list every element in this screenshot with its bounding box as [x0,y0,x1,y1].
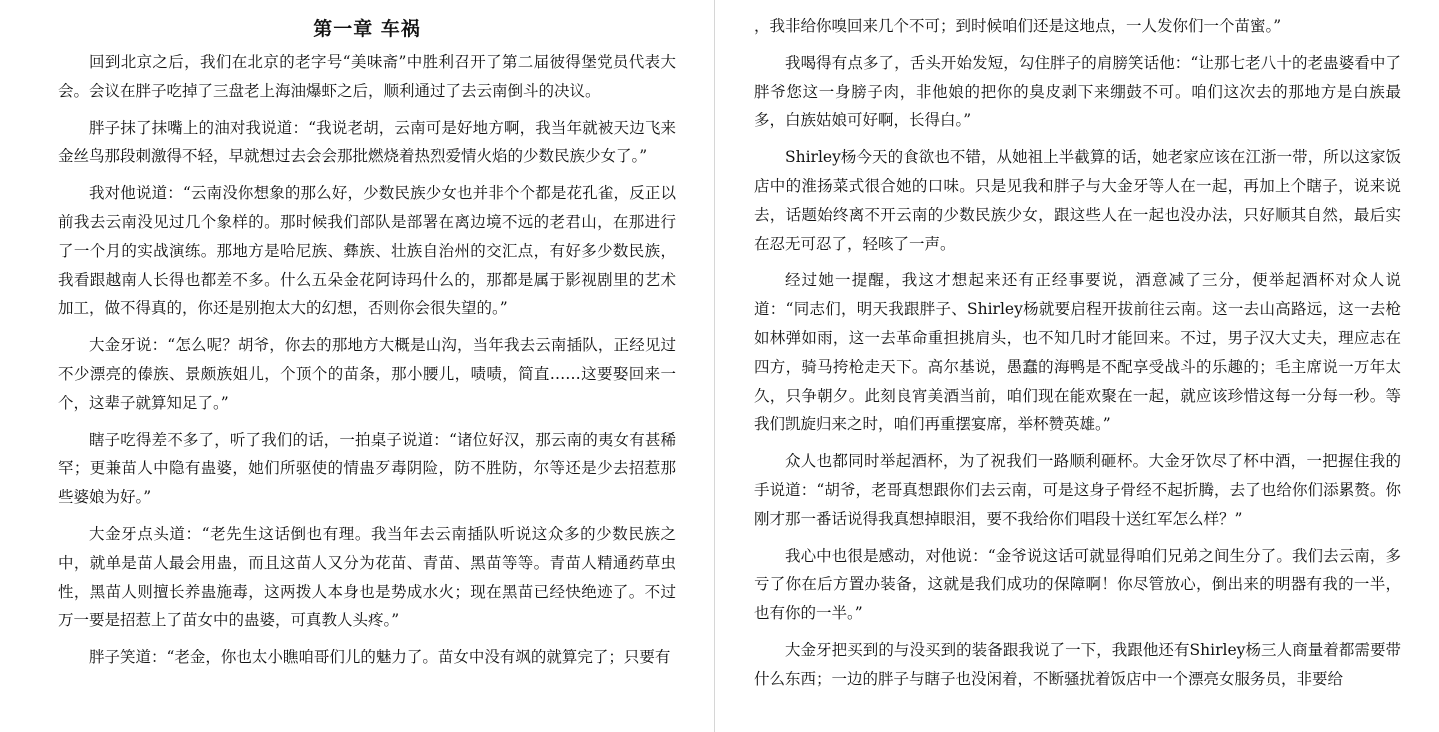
paragraph: 我喝得有点多了，舌头开始发短，勾住胖子的肩膀笑话他：“让那七老八十的老蛊婆看中了胖爷您这一身膀子肉，非他娘的把你的臭皮剥下来绷鼓不可。咱们这次去的那地方是白族最多，白族姑娘可好啊，长得白。” [754,53,1401,130]
page-divider [714,0,715,732]
paragraph: 瞎子吃得差不多了，听了我们的话，一拍桌子说道：“诸位好汉，那云南的夷女有甚稀罕；更兼苗人中隐有蛊婆，她们所驱使的情蛊歹毒阴险，防不胜防，尔等还是少去招惹那些婆娘为好。” [58,430,676,507]
left-page [0,0,714,732]
paragraph: 胖子抹了抹嘴上的油对我说道：“我说老胡，云南可是好地方啊，我当年就被天边飞来金丝鸟那段刺激得不轻，早就想过去会会那批燃烧着热烈爱情火焰的少数民族少女了。” [58,118,676,166]
paragraph: 我心中也很是感动，对他说：“金爷说这话可就显得咱们兄弟之间生分了。我们去云南，多亏了你在后方置办装备，这就是我们成功的保障啊！你尽管放心，倒出来的明器有我的一半，也有你的一半。” [754,546,1401,623]
paragraph: Shirley杨今天的食欲也不错，从她祖上半截算的话，她老家应该在江浙一带，所以这家饭店中的淮扬菜式很合她的口味。只是见我和胖子与大金牙等人在一起，再加上个瞎子，说来说去，话题始终离不开云南的少数民族少女，跟这些人在一起也没办法，只好顺其自然，最后实在忍无可忍了，轻咳了一声。 [754,148,1401,253]
paragraph: 回到北京之后，我们在北京的老字号“美味斋”中胜利召开了第二届彼得堡党员代表大会。会议在胖子吃掉了三盘老上海油爆虾之后，顺利通过了去云南倒斗的决议。 [58,53,676,100]
right-page [716,0,1439,732]
paragraph: 大金牙把买到的与没买到的装备跟我说了一下，我跟他还有Shirley杨三人商量着都需要带什么东西；一边的胖子与瞎子也没闲着，不断骚扰着饭店中一个漂亮女服务员，非要给 [754,640,1401,688]
paragraph: 大金牙说：“怎么呢？胡爷，你去的那地方大概是山沟，当年我去云南插队，正经见过不少漂亮的傣族、景颇族姐儿，个顶个的苗条，那小腰儿，啧啧，简直……这要娶回来一个，这辈子就算知足了。” [58,336,676,412]
paragraph-continued: ，我非给你嗅回来几个不可；到时候咱们还是这地点，一人发你们一个苗蜜。” [754,17,1282,35]
paragraph: 胖子笑道：“老金，你也太小瞧咱哥们儿的魅力了。苗女中没有飒的就算完了；只要有 [89,648,671,667]
paragraph: 经过她一提醒，我这才想起来还有正经事要说，酒意减了三分，便举起酒杯对众人说道：“同志们，明天我跟胖子、Shirley杨就要启程开拔前往云南。这一去山高路远，这一去枪如林弹如雨，这一去革命重担挑肩头，也不知几时才能回来。不过，男子汉大丈夫，理应志在四方，骑马挎枪走天下。高尔基说，愚蠢的海鸭是不配享受战斗的乐趣的；毛主席说一万年太久，只争朝夕。此刻良宵美酒当前，咱们现在能欢聚在一起，就应该珍惜这每一分每一秒。等我们凯旋归来之时，咱们再重摆宴席，举杯赞英雄。” [754,271,1401,434]
paragraph: 众人也都同时举起酒杯，为了祝我们一路顺利砸杯。大金牙饮尽了杯中酒，一把握住我的手说道：“胡爷，老哥真想跟你们去云南，可是这身子骨经不起折腾，去了也给你们添累赘。你刚才那一番话说得我真想掉眼泪，要不我给你们唱段十送红军怎么样？” [754,452,1401,528]
paragraph: 我对他说道：“云南没你想象的那么好，少数民族少女也并非个个都是花孔雀，反正以前我去云南没见过几个象样的。那时候我们部队是部署在离边境不远的老君山，在那进行了一个月的实战演练。那地方是哈尼族、彝族、壮族自治州的交汇点，有好多少数民族，我看跟越南人长得也都差不多。什么五朵金花阿诗玛什么的，那都是属于影视剧里的艺术加工，做不得真的，你还是别抱太大的幻想，否则你会很失望的。” [58,184,676,318]
chapter-title: 第一章 车祸 [313,18,421,40]
paragraph: 大金牙点头道：“老先生这话倒也有理。我当年去云南插队听说这众多的少数民族之中，就单是苗人最会用蛊，而且这苗人又分为花苗、青苗、黑苗等等。青苗人精通药草虫性，黑苗人则擅长养蛊施毒，这两拨人本身也是势成水火；现在黑苗已经快绝迹了。不过万一要是招惹上了苗女中的蛊婆，可真教人头疼。” [58,524,676,630]
